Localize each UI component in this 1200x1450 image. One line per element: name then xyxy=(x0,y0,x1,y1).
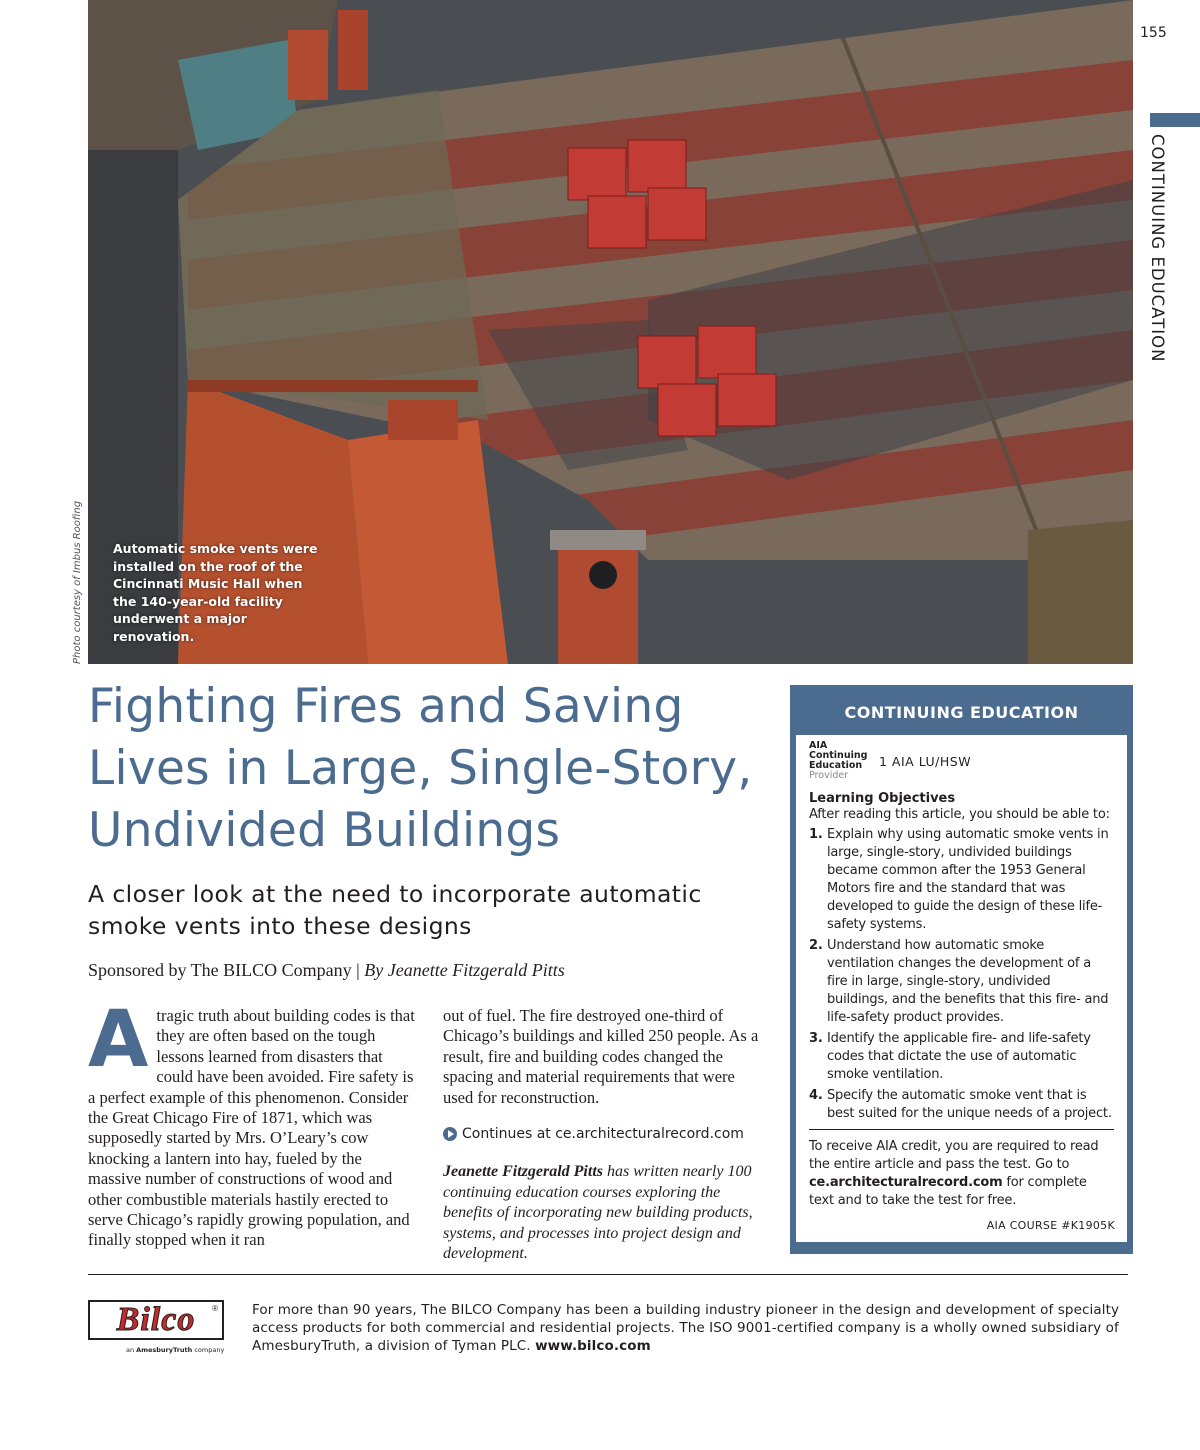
bilco-wordmark: Bilco xyxy=(116,1301,196,1338)
body-column-2 xyxy=(443,1006,765,1264)
article-title: Fighting Fires and Saving Lives in Large, Single-Story, Undivided Buildings xyxy=(88,679,753,858)
objective-item xyxy=(809,937,1114,1027)
author-name: By Jeanette Fitzgerald Pitts xyxy=(364,960,565,980)
company-description xyxy=(252,1301,1132,1355)
aia-logo-line: Continuing xyxy=(809,750,868,761)
objectives-list xyxy=(809,826,1114,1123)
objective-text: Identify the applicable fire- and life-safety codes that dictate the use of automatic smoke ventilation. xyxy=(827,1031,1091,1082)
objectives-title: Learning Objectives xyxy=(809,791,956,806)
logo-sub-post: company xyxy=(192,1346,225,1354)
logo-sub-pre: an xyxy=(126,1346,137,1354)
objective-text: Explain why using automatic smoke vents in large, single-story, undivided buildings became common after the 1953 General Motors fire and the standard that was developed to guide the design of these life-safety systems. xyxy=(827,827,1109,932)
page-number: 155 xyxy=(1140,25,1167,41)
author-bio xyxy=(443,1162,765,1264)
footer-divider xyxy=(88,1274,1128,1275)
photo-credit: Photo courtesy of Imbus Roofing xyxy=(72,500,83,664)
photo-caption: Automatic smoke vents were installed on the roof of the Cincinnati Music Hall when the 140-year-old facility underwent a major renovation. xyxy=(113,541,318,644)
objective-number: 1. xyxy=(809,827,823,842)
bio-text: has written nearly 100 continuing education courses exploring the benefits of incorporating new building products, systems, and processes into project design and development. xyxy=(443,1163,753,1263)
body-text-1: tragic truth about building codes is that they are often based on the tough lessons learned from disasters that could have been avoided. Fire safety is a perfect example of this phenomenon. Consider the Great Chicago Fire of 1871, which was supposedly started by Mrs. O’Leary’s cow knocking a lantern into hay, fueled by the massive number of constructions of wood and other combustible materials hastily erected to serve Chicago’s rapidly growing population, and finally stopped when it ran xyxy=(88,1006,415,1250)
bilco-logo-box xyxy=(88,1300,224,1340)
ce-instructions-post: for complete text and to take the test for free. xyxy=(809,1175,1087,1208)
continues-text: Continues at ce.architecturalrecord.com xyxy=(462,1126,744,1143)
continues-link[interactable] xyxy=(443,1124,765,1144)
logo-sub-brand: AmesburyTruth xyxy=(136,1346,193,1354)
ce-content xyxy=(796,735,1127,1242)
bio-name: Jeanette Fitzgerald Pitts xyxy=(443,1163,603,1181)
body-column-1 xyxy=(88,995,418,1251)
bilco-parent-line xyxy=(126,1346,224,1354)
aia-logo-line: AIA xyxy=(809,740,828,751)
objective-item xyxy=(809,1087,1114,1123)
section-marker xyxy=(1150,113,1200,127)
course-number: AIA COURSE #K1905K xyxy=(986,1219,1115,1232)
byline xyxy=(88,960,768,981)
body-text-2: out of fuel. The fire destroyed one-third of Chicago’s buildings and killed 250 people. As a result, fire and building codes changed the spacing and material requirements that were used for reconstruction. xyxy=(443,1006,759,1107)
objective-number: 4. xyxy=(809,1088,823,1103)
aia-provider-logo xyxy=(809,740,868,781)
objectives-intro: After reading this article, you should be able to: xyxy=(809,807,1110,822)
aia-logo-line: Provider xyxy=(809,770,849,781)
drop-cap: A xyxy=(88,995,149,1085)
ce-credit: 1 AIA LU/HSW xyxy=(879,753,972,769)
ce-divider xyxy=(809,1129,1114,1130)
bilco-logo xyxy=(88,1300,228,1360)
sponsor-text: Sponsored by The BILCO Company | xyxy=(88,960,365,980)
objective-number: 2. xyxy=(809,938,823,953)
objective-text: Specify the automatic smoke vent that is best suited for the unique needs of a project. xyxy=(827,1088,1112,1121)
ce-header: CONTINUING EDUCATION xyxy=(844,703,1079,722)
ce-instructions xyxy=(809,1138,1114,1210)
bilco-website-link[interactable]: www.bilco.com xyxy=(535,1338,651,1354)
article-subtitle: A closer look at the need to incorporate automatic smoke vents into these designs xyxy=(88,880,702,940)
play-arrow-icon xyxy=(443,1127,457,1141)
objective-item xyxy=(809,826,1114,934)
objective-item xyxy=(809,1030,1114,1084)
objective-text: Understand how automatic smoke ventilation changes the development of a fire in large, single-story, undivided buildings, and the benefits that this fire- and life-safety product provides. xyxy=(827,938,1109,1025)
section-label: CONTINUING EDUCATION xyxy=(1148,134,1167,363)
ce-provider-row xyxy=(809,741,1114,781)
ce-instructions-pre: To receive AIA credit, you are required to read the entire article and pass the test. Go to xyxy=(809,1139,1099,1172)
aia-logo-line: Education xyxy=(809,760,863,771)
hero-photo xyxy=(88,0,1133,664)
ce-panel xyxy=(790,685,1133,1254)
company-text: For more than 90 years, The BILCO Company has been a building industry pioneer in the design and development of specialty access products for both commercial and residential projects. The ISO 9001-certified company is a wholly owned subsidiary of AmesburyTruth, a division of Tyman PLC. xyxy=(252,1302,1120,1354)
registered-mark: ® xyxy=(212,1304,218,1313)
objective-number: 3. xyxy=(809,1031,823,1046)
ce-website-link[interactable]: ce.architecturalrecord.com xyxy=(809,1175,1003,1190)
